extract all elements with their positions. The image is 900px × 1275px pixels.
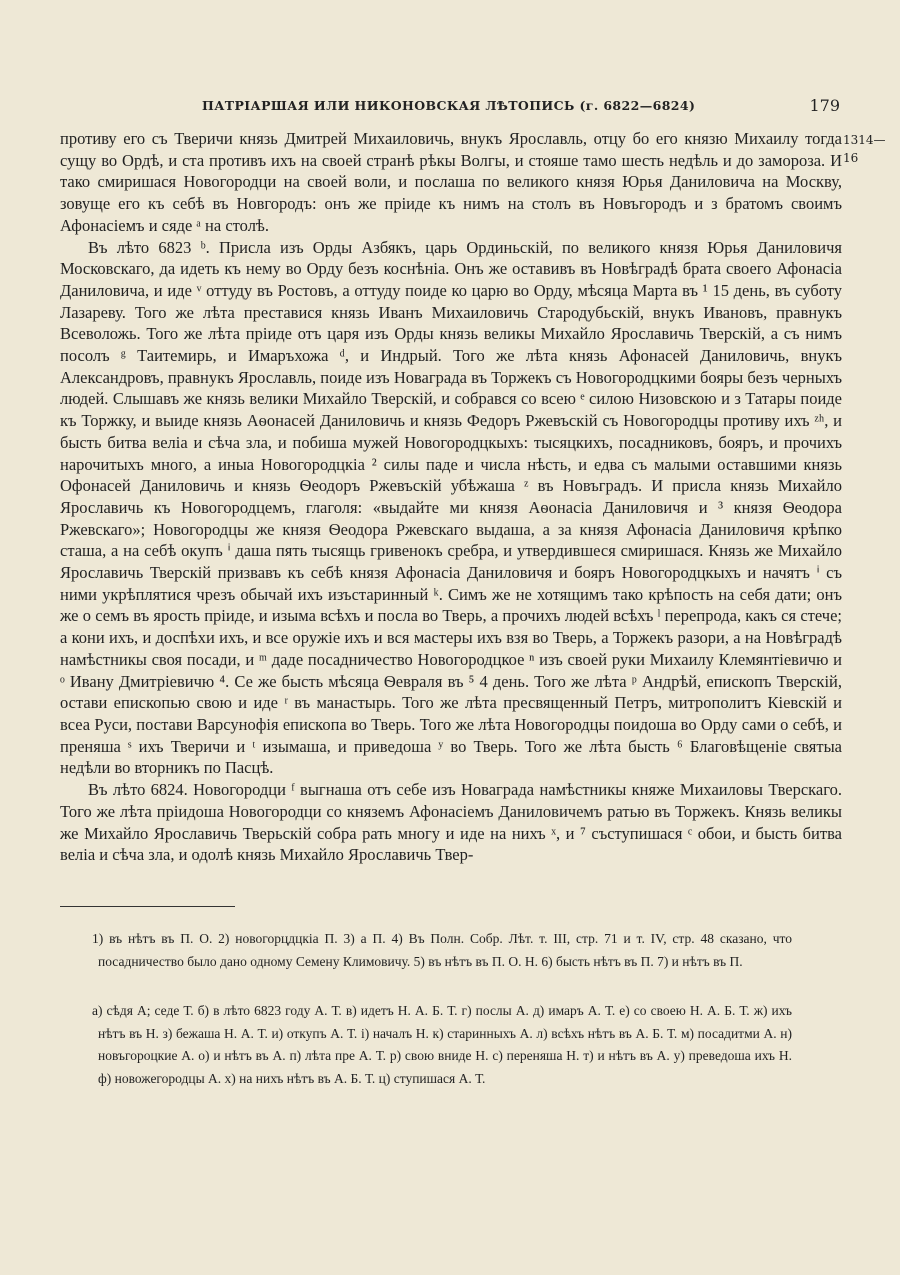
- footnotes-numeric: [92, 928, 792, 973]
- page-number: 179: [809, 96, 840, 115]
- footnotes-lettered: [92, 1000, 792, 1090]
- footnote-text: 1) въ нѣтъ въ П. О. 2) новогорцдцкіа П. 3) а П. 4) Въ Полн. Собр. Лѣт. т. III, стр. 71 и т. IV, стр. 48 сказано, что посадничество было дано одному Семену Климовичу. 5) въ нѣтъ въ П. О. Н. 6) бысть нѣтъ въ П. 7) и нѣтъ въ П.: [92, 931, 792, 969]
- main-text: [60, 128, 842, 866]
- footnote-divider: [60, 906, 235, 907]
- margin-year-note: 1314—16: [843, 133, 886, 165]
- paragraph: Въ лѣто 6824. Новогородци ᶠ выгнаша отъ себе изъ Новаграда намѣстникы княже Михаиловы Тверскаго. Того же лѣта пріидоша Новогородци со княземъ Афонасіемъ Даниловичемъ ратью въ Торжекъ. Князь великы же Михайло Ярославичь Тверьскій собра рать многу и иде на нихъ ˣ, и ⁷ съступишася ᶜ обои, и бысть битва веліа и сѣча зла, и одолѣ князь Михайло Ярославичь Твер-: [60, 780, 842, 865]
- paragraph: противу его съ Тверичи князь Дмитрей Михаиловичь, внукъ Ярославль, отцу бо его князю Михаилу тогда сущу во Ордѣ, и ста противъ ихъ на своей странѣ рѣкы Волгы, и стояше тамо шесть недѣль и до замороза. И тако смиришася Новогородци на своей воли, и послаша по великого князя Юрья Даниловича на Москву, зовуще его къ себѣ въ Новгородъ: онъ же пріиде къ нимъ на столъ въ Новъгородъ и з братомъ своимъ Афонасіемъ и сяде ᵃ на столѣ.: [60, 129, 842, 235]
- running-title: ПАТРІАРШАЯ ИЛИ НИКОНОВСКАЯ ЛѢТОПИСЬ (г. 6822—6824): [202, 98, 696, 113]
- running-header: [60, 92, 842, 122]
- paragraph: Въ лѣто 6823 ᵇ. Присла изъ Орды Азбякъ, царь Ординьскій, по великого князя Юрья Даниловичя Московскаго, да идеть къ нему во Орду безъ коснѣніа. Онъ же оставивъ въ Новѣградѣ брата своего Афонасіа Даниловича, и иде ᵛ оттуду въ Ростовъ, а оттуду поиде ко царю во Орду, мѣсяца Марта въ ¹ 15 день, въ суботу Лазареву. Того же лѣта преставися князь Иванъ Михаиловичь Стародубьскій, внукъ Ивановъ, правнукъ Всеволожь. Того же лѣта пріиде отъ царя изъ Орды князь великы Михайло Ярославичь Тверскій, а съ нимъ посолъ ᵍ Таитемирь, и Имаръхожа ᵈ, и Индрый. Того же лѣта князь Афонасей Даниловичь, внукъ Александровъ, правнукъ Ярославль, поиде изъ Новаграда въ Торжекъ съ Новогородцкими бояры безъ черныхъ людей. Слышавъ же князь велики Михайло Тверскій, и собрався со всею ᵉ силою Низовскою и з Татары поиде къ Торжку, и выиде князь Аѳонасей Даниловичь и князь Федоръ Ржевъскій съ Новогородцы противу ихъ ᶻʰ, и бысть битва веліа и сѣча зла, и побиша мужей Новогородцкыхъ: тысяцкихъ, посадниковъ, бояръ, и прочихъ нарочитыхъ много, а иныа Новогородцкіа ² силы паде и числа нѣсть, и едва съ малыми оставшими князь Офонасей Даниловичь и князь Ѳеодоръ Ржевъскій убѣжаша ᶻ въ Новъградъ. И присла князь Михайло Ярославичь къ Новогородцемъ, глаголя: «выдайте ми князя Аѳонасіа Даниловичя и ³ князя Ѳеодора Ржевскаго»; Новогородцы же князя Ѳеодора Ржевскаго выдаша, а за князя Афонасіа Даниловичя крѣпко сташа, а на себѣ окупъ ⁱ даша пять тысящь гривенокъ сребра, и утвердившеся смиришася. Князь же Михайло Ярославичь Тверскій призвавъ къ себѣ князя Афонасіа Даниловичя и бояръ Новогородцкыхъ и начятъ ⁱ съ ними укрѣплятися чрезъ обычай ихъ изъстаринный ᵏ. Симъ же не хотящимъ тако крѣпость на себя дати; онъ же о семъ въ ярость пріиде, и изыма всѣхъ и посла во Тверь, а прочихъ людей всѣхъ ˡ перепрода, какъ ся стече; а кони ихъ, и доспѣхи ихъ, и все оружіе ихъ и вся мастеры ихъ взя во Тверь, а Торжекъ разори, а на Новѣградѣ намѣстникы своя посади, и ᵐ даде посадничество Новогородцкое ⁿ изъ своей руки Михаилу Клемянтіевичю и ᵒ Ивану Дмитріевичю ⁴. Се же бысть мѣсяца Ѳевраля въ ⁵ 4 день. Того же лѣта ᵖ Андрѣй, епископъ Тверскій, остави епископью свою и иде ʳ въ манастырь. Того же лѣта пресвященный Петръ, митрополитъ Кіевскій и всеа Руси, постави Варсунофія епископа во Тверь. Того же лѣта Новогородцы поидоша во Орду сами о себѣ, и преняша ˢ ихъ Тверичи и ᵗ изымаша, и приведоша ʸ во Тверь. Того же лѣта бысть ⁶ Благовѣщеніе святыа недѣли во вторникъ по Пасцѣ.: [60, 237, 842, 778]
- footnote-text: а) сѣдя А; седе Т. б) в лѣто 6823 году А. Т. в) идетъ Н. А. Б. Т. г) послы А. д) имаръ А. Т. е) со своею Н. А. Б. Т. ж) ихъ нѣтъ въ Н. з) бежаша Н. А. Т. и) откупъ А. Т. і) началъ Н. к) старинныхъ А. л) всѣхъ нѣтъ въ А. Б. Т. м) посадитми А. н) новъгороцкие А. о) и нѣтъ въ А. п) лѣта пре А. Т. р) свою вниде Н. с) переняша Н. т) и нѣтъ въ А. у) преведоша ихъ Н. ф) новожегородцы А. х) на нихъ нѣтъ въ А. Б. Т. ц) ступишася А. Т.: [92, 1003, 792, 1086]
